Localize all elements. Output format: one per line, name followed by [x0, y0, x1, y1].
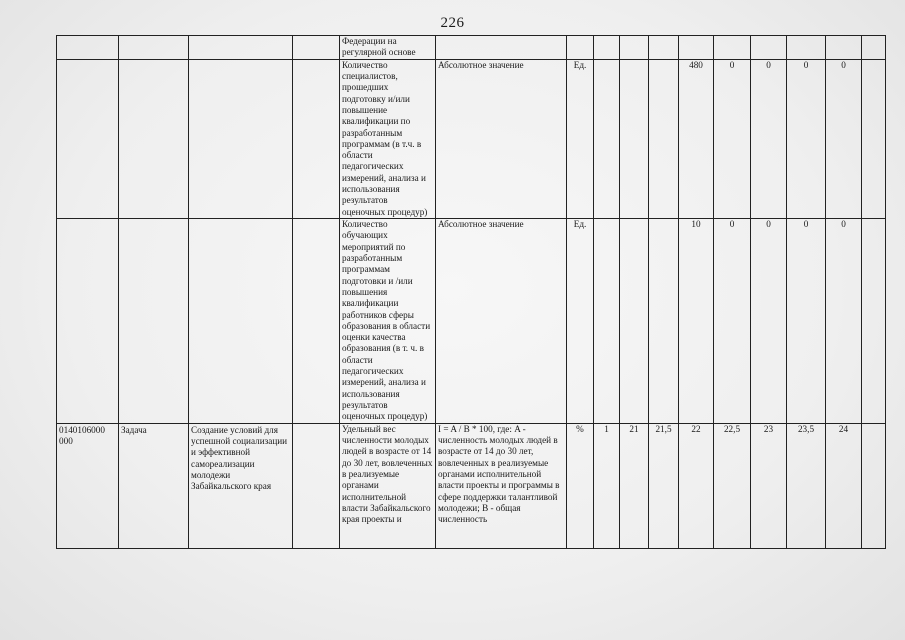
unit-cell: Ед. — [567, 219, 594, 424]
code-cell — [57, 36, 119, 60]
value-cell: 23,5 — [787, 423, 826, 548]
value-cell: 21 — [620, 423, 649, 548]
indicator-cell: Количество специалистов, прошедших подготовку и/или повышение квалификации по разработанным программам (в т.ч. в области педагогических измерений, анализа и использования результатов оценочных процедур) — [340, 59, 436, 218]
code-cell — [57, 59, 119, 218]
label-cell — [119, 59, 189, 218]
blank-cell — [293, 59, 340, 218]
table-row — [57, 219, 886, 424]
value-cell — [649, 59, 679, 218]
value-cell: 0 — [826, 219, 862, 424]
value-cell — [649, 36, 679, 60]
value-cell: 0 — [787, 59, 826, 218]
value-cell — [620, 59, 649, 218]
label-cell — [119, 36, 189, 60]
value-cell — [649, 219, 679, 424]
indicator-cell: Количество обучающих мероприятий по разработанным программам подготовки и /или повышения квалификации работников сферы образования в области оценки качества образования (в т. ч. в области педагогических измерений, анализа и использования результатов оценочных процедур) — [340, 219, 436, 424]
value-cell: 0 — [714, 59, 751, 218]
value-cell: 10 — [679, 219, 714, 424]
blank-cell — [293, 36, 340, 60]
value-cell: 22 — [679, 423, 714, 548]
value-cell: 22,5 — [714, 423, 751, 548]
value-cell: 23 — [751, 423, 787, 548]
unit-cell — [567, 36, 594, 60]
value-cell: 1 — [594, 423, 620, 548]
blank-cell — [293, 219, 340, 424]
blank-cell — [293, 423, 340, 548]
value-cell — [862, 219, 886, 424]
table-row — [57, 59, 886, 218]
value-cell — [862, 59, 886, 218]
value-cell — [620, 36, 649, 60]
value-cell: 480 — [679, 59, 714, 218]
method-cell — [436, 36, 567, 60]
unit-cell: Ед. — [567, 59, 594, 218]
value-cell: 21,5 — [649, 423, 679, 548]
goal-cell — [189, 36, 293, 60]
value-cell — [826, 36, 862, 60]
method-cell: Абсолютное значение — [436, 59, 567, 218]
unit-cell: % — [567, 423, 594, 548]
value-cell: 0 — [787, 219, 826, 424]
value-cell — [862, 36, 886, 60]
code-cell: 0140106000 000 — [57, 423, 119, 548]
indicator-cell: Федерации на регулярной основе — [340, 36, 436, 60]
method-cell: Абсолютное значение — [436, 219, 567, 424]
table-row — [57, 36, 886, 60]
goal-cell — [189, 219, 293, 424]
value-cell — [714, 36, 751, 60]
value-cell: 0 — [751, 219, 787, 424]
page-number: 226 — [440, 15, 465, 31]
method-cell: I = A / B * 100, где: A - численность молодых людей в возрасте от 14 до 30 лет, вовлеченных в реализуемые органами исполнительной власти проекты и программы в сфере поддержки талантливой молодежи; B - общая численность — [436, 423, 567, 548]
indicator-table — [56, 35, 886, 549]
value-cell — [751, 36, 787, 60]
label-cell: Задача — [119, 423, 189, 548]
table-row — [57, 423, 886, 548]
indicator-cell: Удельный вес численности молодых людей в возрасте от 14 до 30 лет, вовлеченных в реализуемые органами исполнительной власти Забайкальского края проекты и — [340, 423, 436, 548]
value-cell — [594, 59, 620, 218]
value-cell: 24 — [826, 423, 862, 548]
value-cell — [594, 219, 620, 424]
value-cell — [787, 36, 826, 60]
goal-cell: Создание условий для успешной социализации и эффективной самореализации молодежи Забайкальского края — [189, 423, 293, 548]
value-cell: 0 — [714, 219, 751, 424]
value-cell — [594, 36, 620, 60]
value-cell — [679, 36, 714, 60]
value-cell — [620, 219, 649, 424]
value-cell: 0 — [826, 59, 862, 218]
label-cell — [119, 219, 189, 424]
goal-cell — [189, 59, 293, 218]
value-cell — [862, 423, 886, 548]
value-cell: 0 — [751, 59, 787, 218]
code-cell — [57, 219, 119, 424]
